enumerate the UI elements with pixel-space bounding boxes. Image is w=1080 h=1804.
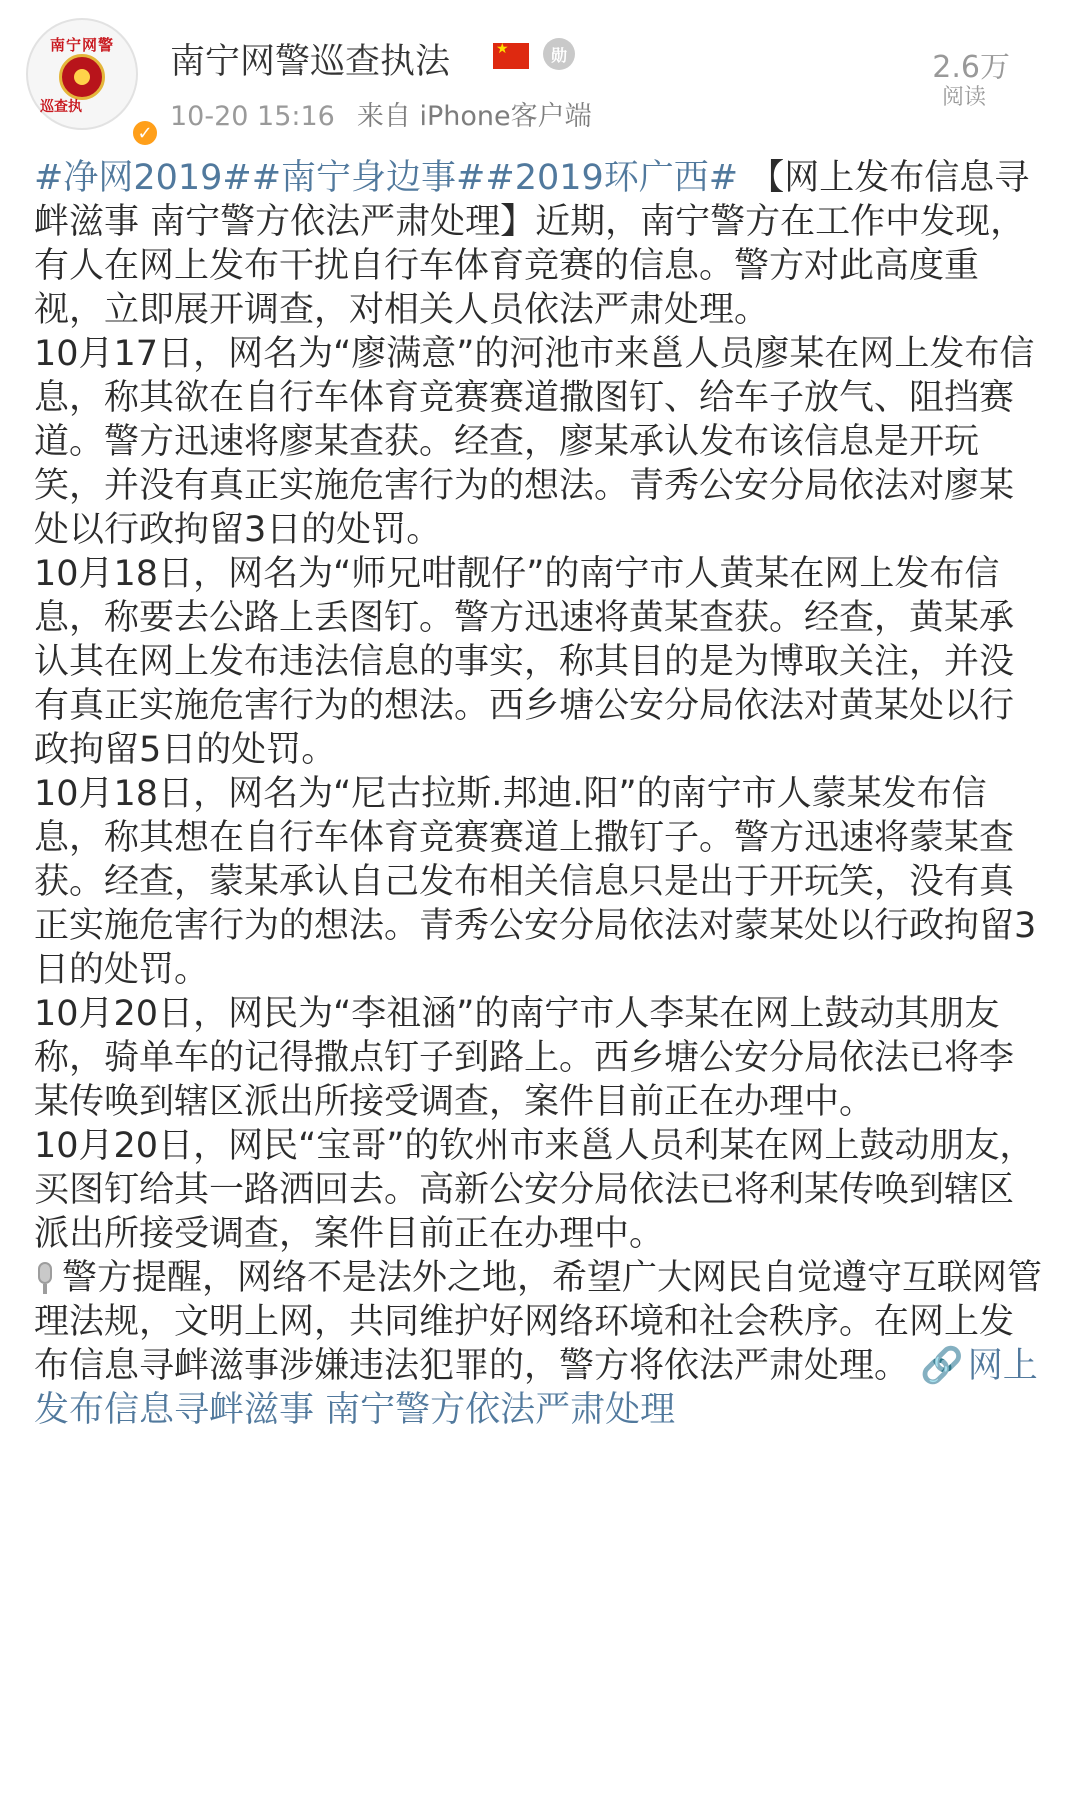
avatar[interactable]	[26, 18, 153, 144]
microphone-icon	[34, 1262, 56, 1294]
post-content	[34, 156, 1044, 1432]
article-link[interactable]: 网上发布信息寻衅滋事 南宁警方依法严肃处理	[34, 1346, 1038, 1430]
post-header	[0, 0, 1080, 144]
police-emblem-icon	[59, 54, 105, 100]
case-paragraph-2: 10月18日，网名为“师兄咁靓仔”的南宁市人黄某在网上发布信息，称要去公路上丢图钉。警方迅速将黄某查获。经查，黄某承认其在网上发布违法信息的事实，称其目的是为博取关注，并没有真正实施危害行为的想法。西乡塘公安分局依法对黄某处以行政拘留5日的处罚。	[34, 554, 1015, 770]
reminder-text: 警方提醒，网络不是法外之地，希望广大网民自觉遵守互联网管理法规，文明上网，共同维护好网络环境和社会秩序。在网上发布信息寻衅滋事涉嫌违法犯罪的，警方将依法严肃处理。	[34, 1258, 1043, 1386]
post-meta	[170, 94, 592, 133]
medal-icon[interactable]: 勋	[543, 38, 575, 70]
read-label: 阅读	[941, 85, 986, 110]
intro-paragraph	[34, 156, 1044, 332]
link-icon[interactable]: 🔗	[920, 1346, 964, 1386]
verified-icon: ✓	[130, 118, 160, 148]
china-flag-icon	[493, 43, 529, 69]
case-paragraph-4: 10月20日，网民为“李祖涵”的南宁市人李某在网上鼓动其朋友称，骑单车的记得撒点钉子到路上。西乡塘公安分局依法已将李某传唤到辖区派出所接受调查，案件目前正在办理中。	[34, 994, 1015, 1122]
intro-text: 【网上发布信息寻衅滋事 南宁警方依法严肃处理】近期，南宁警方在工作中发现，有人在网上发布干扰自行车体育竞赛的信息。警方对此高度重视，立即展开调查，对相关人员依法严肃处理。	[34, 158, 1030, 330]
account-name[interactable]: 南宁网警巡查执法	[170, 42, 451, 82]
reminder-paragraph	[34, 1256, 1044, 1432]
post-source: 来自 iPhone客户端	[356, 101, 592, 132]
read-count: 2.6万	[932, 50, 1010, 85]
avatar-bottom-text: 巡查执	[40, 99, 82, 115]
avatar-top-text: 南宁网警	[49, 36, 114, 54]
case-paragraph-3: 10月18日，网名为“尼古拉斯.邦迪.阳”的南宁市人蒙某发布信息，称其想在自行车体育竞赛赛道上撒钉子。警方迅速将蒙某查获。经查，蒙某承认自己发布相关信息只是出于开玩笑，没有真正实施危害行为的想法。青秀公安分局依法对蒙某处以行政拘留3日的处罚。	[34, 774, 1037, 990]
hashtag-links[interactable]: #净网2019##南宁身边事##2019环广西#	[34, 158, 739, 198]
case-paragraph-1: 10月17日，网名为“廖满意”的河池市来邕人员廖某在网上发布信息，称其欲在自行车体育竞赛赛道撒图钉、给车子放气、阻挡赛道。警方迅速将廖某查获。经查，廖某承认发布该信息是开玩笑，并没有真正实施危害行为的想法。青秀公安分局依法对廖某处以行政拘留3日的处罚。	[34, 334, 1035, 550]
case-paragraph-5: 10月20日，网民“宝哥”的钦州市来邕人员利某在网上鼓动朋友，买图钉给其一路洒回去。高新公安分局依法已将利某传唤到辖区派出所接受调查，案件目前正在办理中。	[34, 1126, 1035, 1254]
post-time: 10-20 15:16	[170, 101, 335, 132]
